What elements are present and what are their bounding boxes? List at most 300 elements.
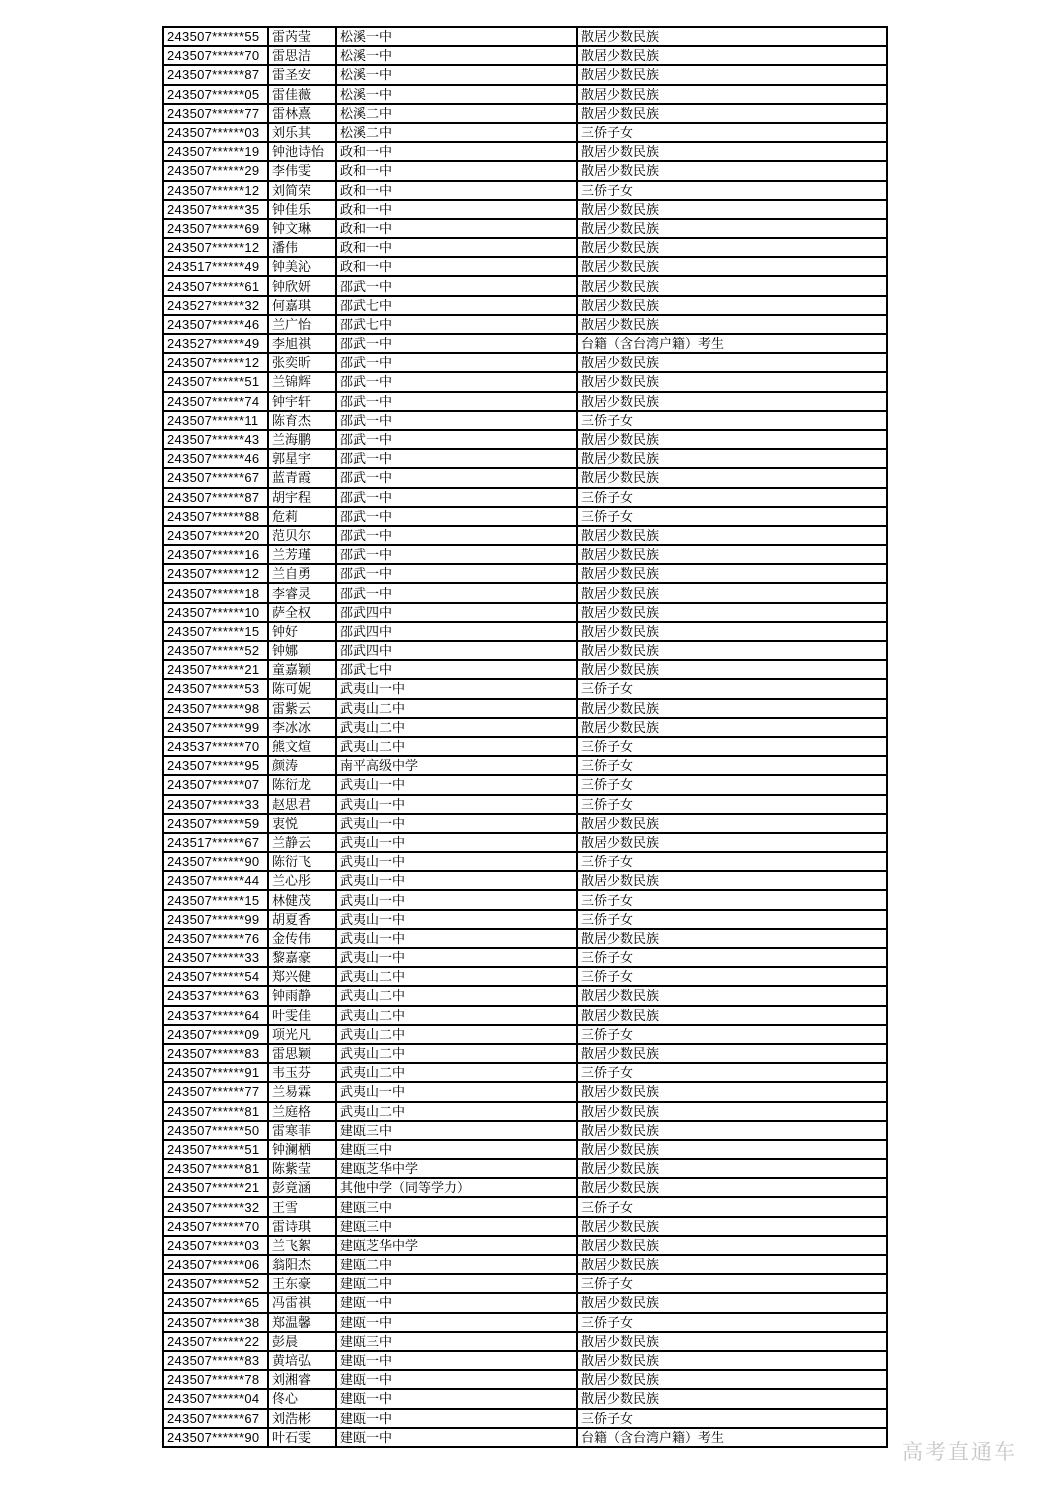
cell-school: 建瓯二中 bbox=[336, 1274, 577, 1293]
cell-category: 散居少数民族 bbox=[577, 833, 887, 852]
cell-category: 散居少数民族 bbox=[577, 353, 887, 372]
cell-exam-id: 243507******43 bbox=[163, 430, 268, 449]
cell-category: 散居少数民族 bbox=[577, 526, 887, 545]
cell-category: 散居少数民族 bbox=[577, 641, 887, 660]
cell-name: 雷寒菲 bbox=[268, 1121, 336, 1140]
cell-school: 建瓯一中 bbox=[336, 1351, 577, 1370]
cell-exam-id: 243527******49 bbox=[163, 334, 268, 353]
cell-school: 政和一中 bbox=[336, 181, 577, 200]
cell-exam-id: 243507******74 bbox=[163, 392, 268, 411]
cell-school: 政和一中 bbox=[336, 142, 577, 161]
cell-exam-id: 243517******67 bbox=[163, 833, 268, 852]
cell-school: 武夷山一中 bbox=[336, 833, 577, 852]
cell-category: 三侨子女 bbox=[577, 1025, 887, 1044]
cell-category: 三侨子女 bbox=[577, 852, 887, 871]
cell-school: 邵武七中 bbox=[336, 315, 577, 334]
table-row bbox=[163, 910, 887, 929]
table-row bbox=[163, 526, 887, 545]
cell-name: 何嘉琪 bbox=[268, 296, 336, 315]
cell-name: 雷佳薇 bbox=[268, 85, 336, 104]
table-row bbox=[163, 1082, 887, 1101]
cell-school: 松溪二中 bbox=[336, 104, 577, 123]
cell-category: 三侨子女 bbox=[577, 795, 887, 814]
cell-category: 散居少数民族 bbox=[577, 200, 887, 219]
cell-exam-id: 243507******77 bbox=[163, 1082, 268, 1101]
table-row bbox=[163, 564, 887, 583]
cell-name: 雷林熹 bbox=[268, 104, 336, 123]
cell-name: 赵思君 bbox=[268, 795, 336, 814]
cell-name: 陈衍龙 bbox=[268, 775, 336, 794]
cell-exam-id: 243507******53 bbox=[163, 679, 268, 698]
cell-name: 颜涛 bbox=[268, 756, 336, 775]
cell-category: 散居少数民族 bbox=[577, 161, 887, 180]
cell-exam-id: 243507******20 bbox=[163, 526, 268, 545]
cell-exam-id: 243507******03 bbox=[163, 1236, 268, 1255]
cell-exam-id: 243507******78 bbox=[163, 1370, 268, 1389]
cell-school: 武夷山二中 bbox=[336, 737, 577, 756]
cell-category: 三侨子女 bbox=[577, 775, 887, 794]
table-row bbox=[163, 1428, 887, 1447]
cell-name: 佟心 bbox=[268, 1389, 336, 1408]
cell-exam-id: 243507******51 bbox=[163, 1140, 268, 1159]
cell-name: 翁阳杰 bbox=[268, 1255, 336, 1274]
cell-name: 兰飞絮 bbox=[268, 1236, 336, 1255]
cell-category: 台籍（含台湾户籍）考生 bbox=[577, 1428, 887, 1447]
cell-name: 王雪 bbox=[268, 1197, 336, 1216]
cell-category: 三侨子女 bbox=[577, 507, 887, 526]
cell-name: 林健茂 bbox=[268, 890, 336, 909]
cell-category: 散居少数民族 bbox=[577, 603, 887, 622]
cell-name: 张奕昕 bbox=[268, 353, 336, 372]
cell-category: 散居少数民族 bbox=[577, 718, 887, 737]
table-row bbox=[163, 852, 887, 871]
cell-school: 邵武一中 bbox=[336, 334, 577, 353]
cell-category: 散居少数民族 bbox=[577, 276, 887, 295]
cell-category: 散居少数民族 bbox=[577, 372, 887, 391]
cell-category: 散居少数民族 bbox=[577, 1140, 887, 1159]
cell-school: 建瓯芝华中学 bbox=[336, 1236, 577, 1255]
table-row bbox=[163, 871, 887, 890]
cell-name: 郑温馨 bbox=[268, 1313, 336, 1332]
table-row bbox=[163, 699, 887, 718]
cell-school: 武夷山一中 bbox=[336, 890, 577, 909]
table-row bbox=[163, 257, 887, 276]
cell-school: 松溪一中 bbox=[336, 46, 577, 65]
cell-name: 雷思洁 bbox=[268, 46, 336, 65]
roster-body bbox=[163, 27, 887, 1447]
cell-name: 钟佳乐 bbox=[268, 200, 336, 219]
cell-category: 散居少数民族 bbox=[577, 1178, 887, 1197]
cell-school: 武夷山二中 bbox=[336, 1102, 577, 1121]
cell-exam-id: 243507******32 bbox=[163, 1197, 268, 1216]
table-row bbox=[163, 603, 887, 622]
cell-name: 童嘉颖 bbox=[268, 660, 336, 679]
cell-name: 衷悦 bbox=[268, 814, 336, 833]
cell-exam-id: 243507******83 bbox=[163, 1351, 268, 1370]
cell-name: 兰芳瑾 bbox=[268, 545, 336, 564]
table-row bbox=[163, 833, 887, 852]
cell-exam-id: 243507******52 bbox=[163, 641, 268, 660]
table-row bbox=[163, 1236, 887, 1255]
cell-name: 黎嘉豪 bbox=[268, 948, 336, 967]
cell-exam-id: 243507******33 bbox=[163, 795, 268, 814]
watermark-text: 高考直通车 bbox=[902, 1441, 1017, 1464]
cell-category: 三侨子女 bbox=[577, 181, 887, 200]
cell-category: 三侨子女 bbox=[577, 967, 887, 986]
table-row bbox=[163, 315, 887, 334]
cell-exam-id: 243507******81 bbox=[163, 1159, 268, 1178]
cell-school: 松溪一中 bbox=[336, 65, 577, 84]
cell-name: 王东豪 bbox=[268, 1274, 336, 1293]
cell-school: 建瓯三中 bbox=[336, 1121, 577, 1140]
cell-school: 松溪一中 bbox=[336, 85, 577, 104]
cell-category: 散居少数民族 bbox=[577, 1293, 887, 1312]
cell-school: 建瓯芝华中学 bbox=[336, 1159, 577, 1178]
table-row bbox=[163, 1063, 887, 1082]
cell-school: 政和一中 bbox=[336, 238, 577, 257]
cell-name: 项光凡 bbox=[268, 1025, 336, 1044]
table-row bbox=[163, 334, 887, 353]
cell-name: 兰易霖 bbox=[268, 1082, 336, 1101]
table-row bbox=[163, 353, 887, 372]
cell-name: 胡宇程 bbox=[268, 488, 336, 507]
table-row bbox=[163, 142, 887, 161]
table-row bbox=[163, 296, 887, 315]
cell-category: 散居少数民族 bbox=[577, 468, 887, 487]
cell-exam-id: 243507******76 bbox=[163, 929, 268, 948]
table-row bbox=[163, 1140, 887, 1159]
cell-name: 蓝青霞 bbox=[268, 468, 336, 487]
cell-school: 邵武一中 bbox=[336, 564, 577, 583]
cell-exam-id: 243507******46 bbox=[163, 449, 268, 468]
cell-name: 钟娜 bbox=[268, 641, 336, 660]
table-row bbox=[163, 986, 887, 1005]
cell-school: 建瓯一中 bbox=[336, 1293, 577, 1312]
cell-name: 陈紫莹 bbox=[268, 1159, 336, 1178]
cell-category: 散居少数民族 bbox=[577, 1370, 887, 1389]
cell-school: 邵武一中 bbox=[336, 545, 577, 564]
cell-category: 三侨子女 bbox=[577, 890, 887, 909]
table-row bbox=[163, 1293, 887, 1312]
cell-category: 散居少数民族 bbox=[577, 660, 887, 679]
cell-name: 钟池诗怡 bbox=[268, 142, 336, 161]
cell-name: 郭星宇 bbox=[268, 449, 336, 468]
cell-exam-id: 243507******07 bbox=[163, 775, 268, 794]
cell-exam-id: 243507******65 bbox=[163, 1293, 268, 1312]
table-row bbox=[163, 641, 887, 660]
cell-category: 三侨子女 bbox=[577, 948, 887, 967]
table-row bbox=[163, 660, 887, 679]
cell-exam-id: 243507******83 bbox=[163, 1044, 268, 1063]
cell-exam-id: 243507******90 bbox=[163, 1428, 268, 1447]
table-row bbox=[163, 85, 887, 104]
table-row bbox=[163, 1178, 887, 1197]
cell-name: 叶雯佳 bbox=[268, 1006, 336, 1025]
cell-exam-id: 243507******22 bbox=[163, 1332, 268, 1351]
cell-school: 松溪一中 bbox=[336, 27, 577, 46]
cell-school: 武夷山二中 bbox=[336, 699, 577, 718]
cell-category: 散居少数民族 bbox=[577, 1102, 887, 1121]
table-row bbox=[163, 411, 887, 430]
cell-exam-id: 243507******21 bbox=[163, 1178, 268, 1197]
cell-category: 台籍（含台湾户籍）考生 bbox=[577, 334, 887, 353]
cell-name: 彭晨 bbox=[268, 1332, 336, 1351]
cell-school: 建瓯一中 bbox=[336, 1389, 577, 1408]
table-row bbox=[163, 449, 887, 468]
cell-category: 散居少数民族 bbox=[577, 1236, 887, 1255]
cell-category: 散居少数民族 bbox=[577, 1159, 887, 1178]
cell-category: 散居少数民族 bbox=[577, 622, 887, 641]
table-row bbox=[163, 737, 887, 756]
table-row bbox=[163, 1197, 887, 1216]
cell-name: 潘伟 bbox=[268, 238, 336, 257]
cell-name: 兰心彤 bbox=[268, 871, 336, 890]
cell-name: 雷芮莹 bbox=[268, 27, 336, 46]
table-row bbox=[163, 430, 887, 449]
cell-school: 建瓯二中 bbox=[336, 1255, 577, 1274]
cell-school: 建瓯一中 bbox=[336, 1428, 577, 1447]
table-row bbox=[163, 1217, 887, 1236]
cell-name: 雷诗琪 bbox=[268, 1217, 336, 1236]
cell-exam-id: 243507******88 bbox=[163, 507, 268, 526]
cell-exam-id: 243527******32 bbox=[163, 296, 268, 315]
cell-school: 邵武一中 bbox=[336, 353, 577, 372]
table-row bbox=[163, 161, 887, 180]
cell-name: 雷紫云 bbox=[268, 699, 336, 718]
cell-category: 散居少数民族 bbox=[577, 1332, 887, 1351]
cell-name: 萨全权 bbox=[268, 603, 336, 622]
table-row bbox=[163, 219, 887, 238]
cell-category: 三侨子女 bbox=[577, 411, 887, 430]
table-row bbox=[163, 718, 887, 737]
cell-school: 武夷山一中 bbox=[336, 814, 577, 833]
cell-name: 韦玉芬 bbox=[268, 1063, 336, 1082]
cell-name: 李冰冰 bbox=[268, 718, 336, 737]
cell-name: 雷思颖 bbox=[268, 1044, 336, 1063]
cell-name: 刘湘睿 bbox=[268, 1370, 336, 1389]
cell-exam-id: 243507******12 bbox=[163, 181, 268, 200]
cell-category: 散居少数民族 bbox=[577, 986, 887, 1005]
cell-school: 武夷山二中 bbox=[336, 718, 577, 737]
cell-name: 刘浩彬 bbox=[268, 1409, 336, 1428]
cell-name: 熊文煊 bbox=[268, 737, 336, 756]
cell-category: 散居少数民族 bbox=[577, 46, 887, 65]
cell-name: 钟雨静 bbox=[268, 986, 336, 1005]
cell-school: 邵武四中 bbox=[336, 622, 577, 641]
table-row bbox=[163, 814, 887, 833]
cell-school: 武夷山二中 bbox=[336, 1006, 577, 1025]
table-row bbox=[163, 65, 887, 84]
cell-category: 散居少数民族 bbox=[577, 1082, 887, 1101]
cell-name: 钟欣妍 bbox=[268, 276, 336, 295]
cell-school: 邵武一中 bbox=[336, 488, 577, 507]
cell-exam-id: 243507******54 bbox=[163, 967, 268, 986]
table-row bbox=[163, 123, 887, 142]
cell-school: 政和一中 bbox=[336, 257, 577, 276]
table-row bbox=[163, 1370, 887, 1389]
table-row bbox=[163, 1313, 887, 1332]
cell-school: 建瓯一中 bbox=[336, 1313, 577, 1332]
table-row bbox=[163, 1389, 887, 1408]
cell-category: 散居少数民族 bbox=[577, 142, 887, 161]
cell-school: 邵武一中 bbox=[336, 468, 577, 487]
cell-school: 邵武一中 bbox=[336, 526, 577, 545]
cell-name: 刘乐其 bbox=[268, 123, 336, 142]
table-row bbox=[163, 46, 887, 65]
table-row bbox=[163, 929, 887, 948]
cell-name: 钟文琳 bbox=[268, 219, 336, 238]
table-row bbox=[163, 1255, 887, 1274]
cell-exam-id: 243507******70 bbox=[163, 46, 268, 65]
table-row bbox=[163, 276, 887, 295]
table-row bbox=[163, 238, 887, 257]
cell-school: 建瓯三中 bbox=[336, 1217, 577, 1236]
cell-name: 雷圣安 bbox=[268, 65, 336, 84]
cell-name: 钟澜栖 bbox=[268, 1140, 336, 1159]
cell-category: 散居少数民族 bbox=[577, 1006, 887, 1025]
cell-school: 松溪二中 bbox=[336, 123, 577, 142]
cell-exam-id: 243507******12 bbox=[163, 353, 268, 372]
cell-category: 散居少数民族 bbox=[577, 1351, 887, 1370]
cell-school: 武夷山一中 bbox=[336, 948, 577, 967]
cell-name: 陈可妮 bbox=[268, 679, 336, 698]
cell-school: 邵武一中 bbox=[336, 372, 577, 391]
cell-exam-id: 243507******16 bbox=[163, 545, 268, 564]
cell-exam-id: 243507******87 bbox=[163, 65, 268, 84]
cell-category: 散居少数民族 bbox=[577, 104, 887, 123]
cell-school: 武夷山一中 bbox=[336, 852, 577, 871]
cell-category: 散居少数民族 bbox=[577, 85, 887, 104]
cell-exam-id: 243507******15 bbox=[163, 890, 268, 909]
table-row bbox=[163, 622, 887, 641]
cell-name: 金传伟 bbox=[268, 929, 336, 948]
cell-category: 散居少数民族 bbox=[577, 564, 887, 583]
table-row bbox=[163, 756, 887, 775]
cell-exam-id: 243507******77 bbox=[163, 104, 268, 123]
cell-school: 政和一中 bbox=[336, 219, 577, 238]
cell-exam-id: 243507******87 bbox=[163, 488, 268, 507]
table-row bbox=[163, 1006, 887, 1025]
cell-school: 政和一中 bbox=[336, 200, 577, 219]
table-row bbox=[163, 488, 887, 507]
cell-exam-id: 243507******04 bbox=[163, 1389, 268, 1408]
cell-category: 散居少数民族 bbox=[577, 1121, 887, 1140]
cell-exam-id: 243507******69 bbox=[163, 219, 268, 238]
cell-category: 散居少数民族 bbox=[577, 65, 887, 84]
cell-exam-id: 243507******21 bbox=[163, 660, 268, 679]
table-row bbox=[163, 679, 887, 698]
cell-category: 三侨子女 bbox=[577, 1313, 887, 1332]
cell-exam-id: 243507******09 bbox=[163, 1025, 268, 1044]
cell-name: 钟美沁 bbox=[268, 257, 336, 276]
cell-exam-id: 243507******99 bbox=[163, 910, 268, 929]
cell-exam-id: 243507******91 bbox=[163, 1063, 268, 1082]
cell-school: 武夷山一中 bbox=[336, 871, 577, 890]
cell-exam-id: 243507******35 bbox=[163, 200, 268, 219]
table-row bbox=[163, 1121, 887, 1140]
cell-name: 兰静云 bbox=[268, 833, 336, 852]
table-row bbox=[163, 1274, 887, 1293]
cell-name: 叶石雯 bbox=[268, 1428, 336, 1447]
cell-category: 三侨子女 bbox=[577, 756, 887, 775]
cell-category: 三侨子女 bbox=[577, 1274, 887, 1293]
cell-name: 钟宇轩 bbox=[268, 392, 336, 411]
table-row bbox=[163, 372, 887, 391]
cell-school: 武夷山二中 bbox=[336, 967, 577, 986]
cell-exam-id: 243507******18 bbox=[163, 583, 268, 602]
cell-name: 冯雷祺 bbox=[268, 1293, 336, 1312]
cell-school: 其他中学（同等学力） bbox=[336, 1178, 577, 1197]
candidate-roster-table bbox=[162, 26, 888, 1448]
table-row bbox=[163, 1102, 887, 1121]
cell-school: 武夷山一中 bbox=[336, 775, 577, 794]
cell-school: 武夷山一中 bbox=[336, 679, 577, 698]
cell-exam-id: 243507******90 bbox=[163, 852, 268, 871]
table-row bbox=[163, 1044, 887, 1063]
cell-exam-id: 243507******33 bbox=[163, 948, 268, 967]
cell-category: 散居少数民族 bbox=[577, 257, 887, 276]
cell-exam-id: 243507******55 bbox=[163, 27, 268, 46]
cell-exam-id: 243537******63 bbox=[163, 986, 268, 1005]
cell-school: 邵武一中 bbox=[336, 507, 577, 526]
table-row bbox=[163, 27, 887, 46]
cell-exam-id: 243507******70 bbox=[163, 1217, 268, 1236]
cell-name: 范贝尔 bbox=[268, 526, 336, 545]
cell-exam-id: 243507******61 bbox=[163, 276, 268, 295]
cell-exam-id: 243507******99 bbox=[163, 718, 268, 737]
cell-category: 散居少数民族 bbox=[577, 1217, 887, 1236]
cell-exam-id: 243507******29 bbox=[163, 161, 268, 180]
cell-school: 建瓯三中 bbox=[336, 1140, 577, 1159]
table-row bbox=[163, 890, 887, 909]
cell-name: 郑兴健 bbox=[268, 967, 336, 986]
cell-exam-id: 243507******67 bbox=[163, 468, 268, 487]
cell-exam-id: 243507******95 bbox=[163, 756, 268, 775]
cell-exam-id: 243507******38 bbox=[163, 1313, 268, 1332]
cell-exam-id: 243507******81 bbox=[163, 1102, 268, 1121]
cell-exam-id: 243537******64 bbox=[163, 1006, 268, 1025]
cell-school: 武夷山一中 bbox=[336, 1082, 577, 1101]
cell-name: 李旭祺 bbox=[268, 334, 336, 353]
cell-exam-id: 243507******52 bbox=[163, 1274, 268, 1293]
cell-category: 散居少数民族 bbox=[577, 27, 887, 46]
cell-name: 陈育杰 bbox=[268, 411, 336, 430]
cell-name: 彭竟涵 bbox=[268, 1178, 336, 1197]
table-row bbox=[163, 1332, 887, 1351]
cell-category: 散居少数民族 bbox=[577, 219, 887, 238]
cell-name: 兰广怡 bbox=[268, 315, 336, 334]
table-row bbox=[163, 583, 887, 602]
cell-exam-id: 243507******51 bbox=[163, 372, 268, 391]
cell-exam-id: 243507******15 bbox=[163, 622, 268, 641]
cell-school: 建瓯一中 bbox=[336, 1409, 577, 1428]
cell-exam-id: 243517******49 bbox=[163, 257, 268, 276]
cell-school: 武夷山二中 bbox=[336, 986, 577, 1005]
cell-school: 武夷山一中 bbox=[336, 795, 577, 814]
table-row bbox=[163, 1159, 887, 1178]
cell-school: 建瓯一中 bbox=[336, 1370, 577, 1389]
cell-school: 南平高级中学 bbox=[336, 756, 577, 775]
cell-school: 邵武一中 bbox=[336, 430, 577, 449]
cell-name: 钟好 bbox=[268, 622, 336, 641]
cell-exam-id: 243507******59 bbox=[163, 814, 268, 833]
table-row bbox=[163, 545, 887, 564]
cell-school: 邵武一中 bbox=[336, 392, 577, 411]
cell-name: 兰庭格 bbox=[268, 1102, 336, 1121]
cell-category: 散居少数民族 bbox=[577, 238, 887, 257]
cell-school: 武夷山二中 bbox=[336, 1025, 577, 1044]
cell-exam-id: 243507******10 bbox=[163, 603, 268, 622]
